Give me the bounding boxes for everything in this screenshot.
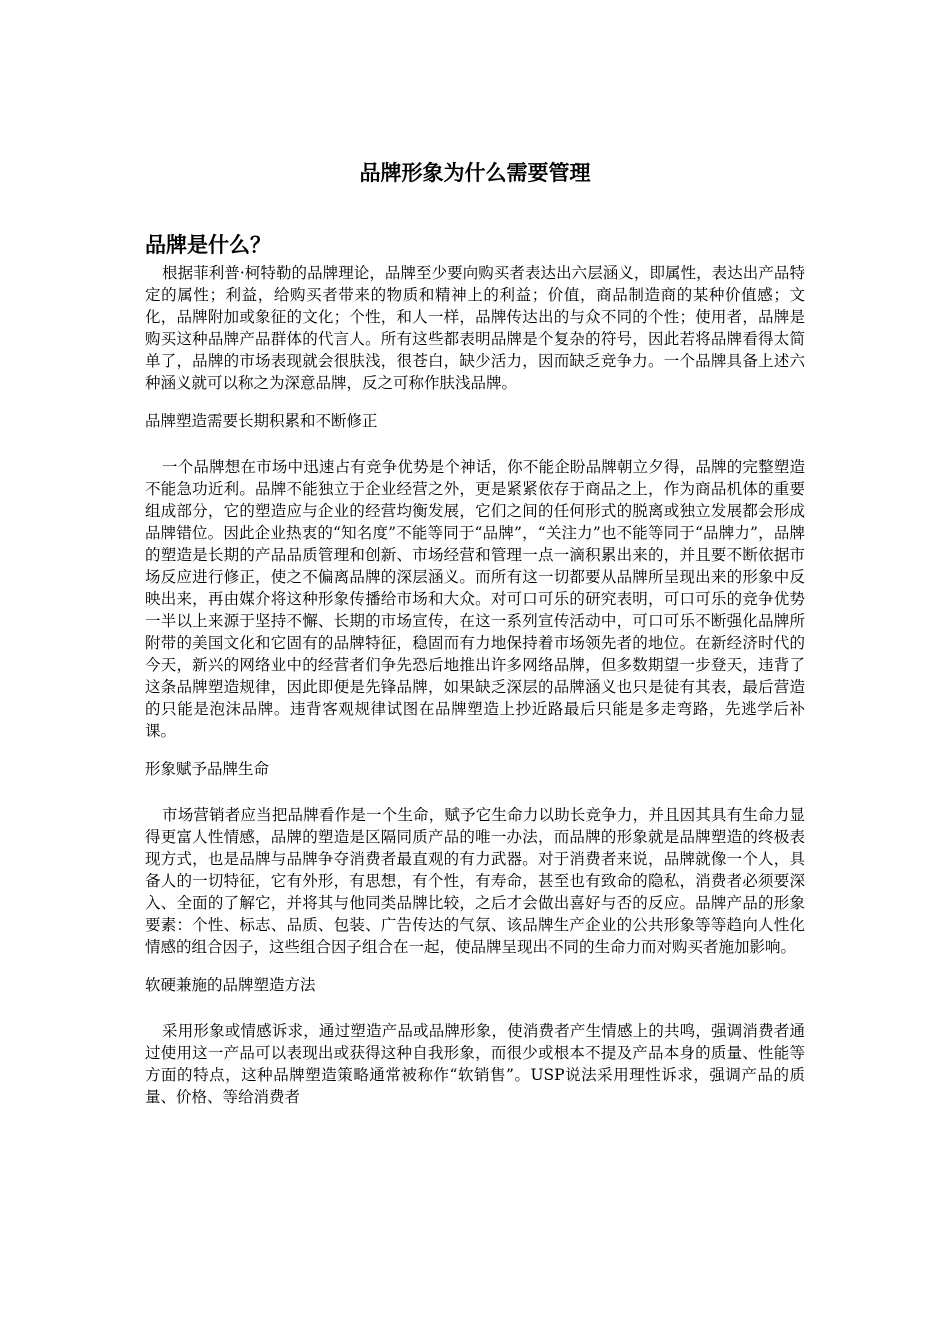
paragraph-long-term-accumulation: 一个品牌想在市场中迅速占有竞争优势是个神话，你不能企盼品牌朝立夕得，品牌的完整塑造不能急功近利。品牌不能独立于企业经营之外，更是紧紧依存于商品之上，作为商品机体的重要组成部分，它的塑造应与企业的经营均衡发展，它们之间的任何形式的脱离或独立发展都会形成品牌错位。因此企业热衷的“知名度”不能等同于“品牌”，“关注力”也不能等同于“品牌力”，品牌的塑造是长期的产品品质管理和创新、市场经营和管理一点一滴积累出来的，并且要不断依据市场反应进行修正，使之不偏离品牌的深层涵义。而所有这一切都要从品牌所呈现出来的形象中反映出来，再由媒介将这种形象传播给市场和大众。对可口可乐的研究表明，可口可乐的竞争优势一半以上来源于坚持不懈、长期的市场宣传，在这一系列宣传活动中，可口可乐不断强化品牌所附带的美国文化和它固有的品牌特征，稳固而有力地保持着市场领先者的地位。在新经济时代的今天，新兴的网络业中的经营者们争先恐后地推出许多网络品牌，但多数期望一步登天，违背了这条品牌塑造规律，因此即便是先锋品牌，如果缺乏深层的品牌涵义也只是徒有其表，最后营造的只能是泡沫品牌。违背客观规律试图在品牌塑造上抄近路最后只能是多走弯路，先逃学后补课。 [145, 458, 805, 740]
section-heading: 品牌是什么？ [145, 233, 271, 257]
subheading-soft-hard-methods: 软硬兼施的品牌塑造方法 [145, 976, 316, 994]
paragraph-brand-definition: 根据菲利普·柯特勒的品牌理论，品牌至少要向购买者表达出六层涵义，即属性，表达出产品特定的属性；利益，给购买者带来的物质和精神上的利益；价值，商品制造商的某种价值感；文化，品牌附加或象征的文化；个性，和人一样，品牌传达出的与众不同的个性；使用者，品牌是购买这种品牌产品群体的代言人。所有这些都表明品牌是个复杂的符号，因此若将品牌看得太简单了，品牌的市场表现就会很肤浅，很苍白，缺少活力，因而缺乏竞争力。一个品牌具备上述六种涵义就可以称之为深意品牌，反之可称作肤浅品牌。 [145, 264, 805, 392]
subheading-image-gives-life: 形象赋予品牌生命 [145, 760, 270, 778]
subheading-long-term-accumulation: 品牌塑造需要长期积累和不断修正 [145, 412, 378, 430]
document-body [145, 262, 805, 1108]
paragraph-soft-hard-methods: 采用形象或情感诉求，通过塑造产品或品牌形象，使消费者产生情感上的共鸣，强调消费者通过使用这一产品可以表现出或获得这种自我形象，而很少或根本不提及产品本身的质量、性能等方面的特点，这种品牌塑造策略通常被称作“软销售”。USP说法采用理性诉求，强调产品的质量、价格、等给消费者 [145, 1022, 805, 1106]
paragraph-image-gives-life: 市场营销者应当把品牌看作是一个生命，赋予它生命力以助长竞争力，并且因其具有生命力显得更富人性情感，品牌的塑造是区隔同质产品的唯一办法，而品牌的形象就是品牌塑造的终极表现方式，也是品牌与品牌争夺消费者最直观的有力武器。对于消费者来说，品牌就像一个人，具备人的一切特征，它有外形，有思想，有个性，有寿命，甚至也有致命的隐私，消费者必须要深入、全面的了解它，并将其与他同类品牌比较，之后才会做出喜好与否的反应。品牌产品的形象要素：个性、标志、品质、包装、广告传达的气氛、该品牌生产企业的公共形象等等趋向人性化情感的组合因子，这些组合因子组合在一起，使品牌呈现出不同的生命力而对购买者施加影响。 [145, 806, 805, 956]
document-title: 品牌形象为什么需要管理 [359, 161, 591, 185]
